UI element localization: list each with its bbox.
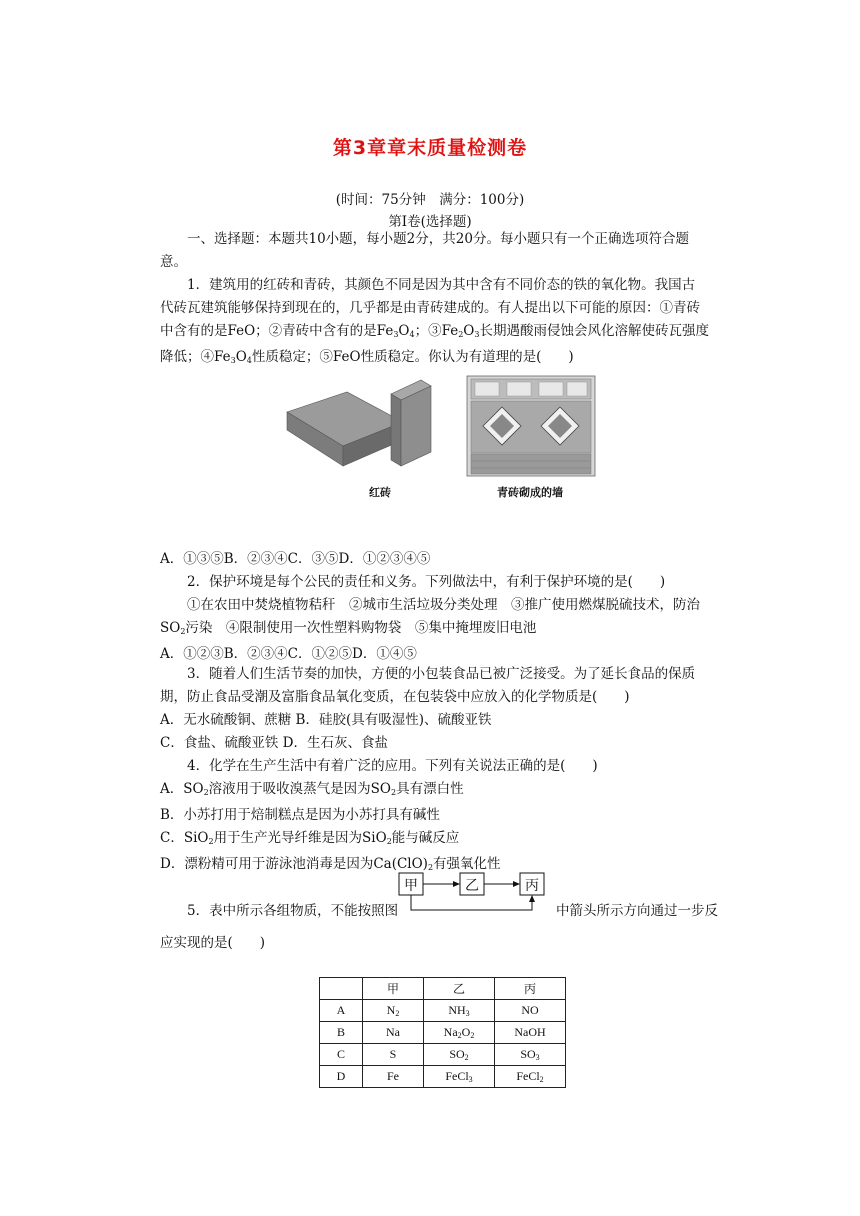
flow-diagram [398,872,550,916]
instructions-line: 意。 [160,254,187,270]
question-line [160,320,732,346]
flow-node-yi: 乙 [465,878,479,894]
page-title: 第3章章末质量检测卷 [332,137,528,159]
subscript: 4 [409,330,415,339]
subscript: 2 [458,330,464,339]
flow-node-bing: 丙 [525,878,539,894]
text-run: 中含有的是FeO；②青砖中含有的是Fe [160,323,394,339]
options-line: C．食盐、硫酸亚铁 D．生石灰、食盐 [160,735,388,751]
subscript: 2 [427,863,434,872]
question-line [160,617,732,643]
text-run: O [463,323,475,339]
question-2 [160,571,732,666]
subscript: 3 [230,356,236,365]
question-1 [160,274,732,372]
text-run: 具有漂白性 [396,781,464,797]
substance-table [319,977,566,1088]
table-cell: Fe [363,1066,424,1088]
text-run: 有强氧化性 [433,856,501,872]
table-cell: NaOH [495,1022,566,1044]
text-run: ；③Fe [414,323,459,339]
question-1-options [160,548,732,571]
section-heading: 第Ⅰ卷(选择题) [388,214,472,230]
question-5-lead: 5．表中所示各组物质，不能按照图 [187,903,399,919]
figure-caption-red-brick: 红砖 [369,486,391,499]
options-line: A．无水硫酸铜、蔗糖 B．硅胶(具有吸湿性)、硫酸亚铁 [160,712,492,728]
figure-caption-wall: 青砖砌成的墙 [497,486,563,499]
table-cell: $Na_2O_2$ [424,1022,495,1044]
text-run: O [235,349,247,365]
table-cell: FeCl$_2$ [495,1066,566,1088]
options-line: A．①②③B．②③④C．①②⑤D．①④⑤ [160,646,417,662]
text-run: 长期遇酸雨侵蚀会风化溶解使砖瓦强度 [479,323,709,339]
table-header-cell: 丙 [495,978,566,1000]
subscript: 2 [208,837,214,846]
question-line: 2．保护环境是每个公民的责任和义务。下列做法中，有利于保护环境的是( ) [187,574,666,590]
table-header-cell: 乙 [424,978,495,1000]
text-run: O [398,323,410,339]
brick-illustration [285,374,597,502]
question-5-tail: 中箭头所示方向通过一步反 [556,903,718,919]
table-cell: A [320,1000,363,1022]
subscript: 2 [391,788,397,797]
subscript: 2 [386,837,392,846]
text-run: C．SiO [160,830,209,846]
table-header-cell: 甲 [363,978,424,1000]
question-4 [160,755,732,879]
option-line: B．小苏打用于焙制糕点是因为小苏打具有碱性 [160,807,440,823]
table-cell: Na [363,1022,424,1044]
table-row [320,1044,566,1066]
table-cell: $N_2$ [363,1000,424,1022]
table-cell: $NH_3$ [424,1000,495,1022]
question-line: 4．化学在生产生活中有着广泛的应用。下列有关说法正确的是( ) [187,758,598,774]
text-run: A．SO [160,781,204,797]
subscript: 4 [246,356,252,365]
table-cell: NO [495,1000,566,1022]
table-cell: $SO_2$ [424,1044,495,1066]
table-header-row [320,978,566,1000]
question-3 [160,663,732,755]
exam-meta: (时间：75分钟 满分：100分) [335,192,525,208]
text-run: 污染 ④限制使用一次性塑料购物袋 ⑤集中掩埋废旧电池 [185,620,537,636]
text-run: SO [160,620,181,636]
table-row [320,1000,566,1022]
question-line: 代砖瓦建筑能够保持到现在的，几乎都是由青砖建成的。有人提出以下可能的原因：①青砖 [160,300,700,316]
table-cell: FeCl$_3$ [424,1066,495,1088]
question-line [160,346,732,372]
text-run: 性质稳定；⑤FeO性质稳定。你认为有道理的是( ) [251,349,574,365]
text-run: 降低；④Fe [160,349,231,365]
options-line: A．①③⑤B．②③④C．③⑤D．①②③④⑤ [160,551,431,567]
text-run: D．漂粉精可用于游泳池消毒是因为Ca(ClO) [160,856,428,872]
table-header-cell [320,978,363,1000]
subscript: 2 [180,627,186,636]
text-run: 用于生产光导纤维是因为SiO [213,830,387,846]
table-cell: C [320,1044,363,1066]
instructions-cont [160,251,732,274]
option-line [160,827,732,853]
brick-figure [285,374,597,502]
text-run: 溶液用于吸收溴蒸气是因为SO [208,781,391,797]
question-line: ①在农田中焚烧植物秸秆 ②城市生活垃圾分类处理 ③推广使用燃煤脱硫技术，防治 [187,597,700,613]
flow-node-jia: 甲 [404,878,418,894]
text-run: 能与碱反应 [391,830,460,846]
option-line [160,778,732,804]
instructions-line: 一、选择题：本题共10小题，每小题2分，共20分。每小题只有一个正确选项符合题 [187,231,689,247]
table-cell: D [320,1066,363,1088]
question-5-line2: 应实现的是( ) [160,935,266,951]
subscript: 2 [203,788,209,797]
question-line: 1．建筑用的红砖和青砖，其颜色不同是因为其中含有不同价态的铁的氧化物。我国古 [187,277,696,293]
table-row [320,1022,566,1044]
subscript: 3 [474,330,480,339]
question-line: 期，防止食品受潮及富脂食品氧化变质，在包装袋中应放入的化学物质是( ) [160,689,630,705]
subscript: 3 [393,330,399,339]
table-cell: B [320,1022,363,1044]
table-cell: $SO_3$ [495,1044,566,1066]
instructions [160,228,732,251]
question-line: 3．随着人们生活节奏的加快，方便的小包装食品已被广泛接受。为了延长食品的保质 [187,666,696,682]
table-row [320,1066,566,1088]
table-cell: S [363,1044,424,1066]
